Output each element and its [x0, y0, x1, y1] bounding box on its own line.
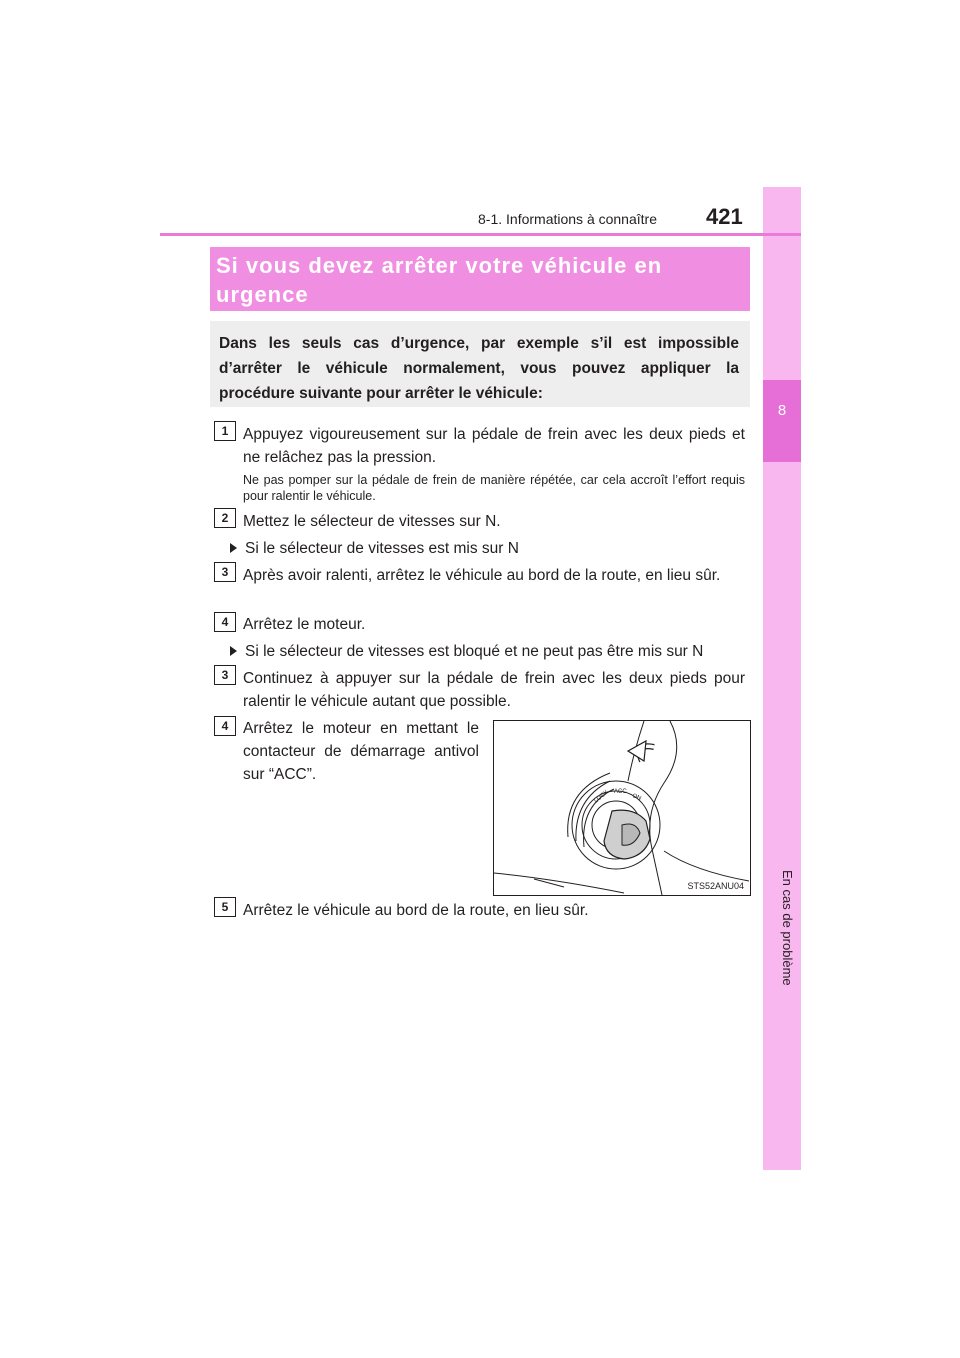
lock-position-label: LOCK — [593, 789, 610, 805]
header-rule — [160, 233, 801, 236]
step-badge: 4 — [214, 612, 236, 632]
step-text: Continuez à appuyer sur la pédale de frein avec les deux pieds pour ralentir le véhicule autant que possible. — [243, 670, 745, 710]
step-text: Appuyez vigoureusement sur la pédale de frein avec les deux pieds et ne relâchez pas la pression. — [243, 426, 745, 466]
section-header: 8-1. Informations à connaître — [478, 211, 657, 227]
step-text: Arrêtez le moteur en mettant le contacteur de démarrage antivol sur “ACC”. — [243, 720, 479, 783]
acc-position-label: ACC — [614, 789, 627, 795]
step-text: Arrêtez le moteur. — [243, 616, 366, 633]
chapter-label: En cas de problème — [780, 870, 795, 986]
ignition-key-illustration — [494, 721, 750, 895]
step-text: Mettez le sélecteur de vitesses sur N. — [243, 513, 501, 530]
ignition-switch-figure — [493, 720, 751, 896]
step-note: Ne pas pomper sur la pédale de frein de manière répétée, car cela accroît l’effort requis pour ralentir le véhicule. — [243, 473, 745, 503]
condition-item — [230, 537, 750, 560]
condition-text: Si le sélecteur de vitesses est mis sur N — [245, 540, 519, 557]
section-title: Si vous devez arrêter votre véhicule en urgence — [210, 247, 750, 311]
figure-code: STS52ANU04 — [687, 881, 744, 891]
triangle-bullet-icon — [230, 543, 237, 553]
condition-text: Si le sélecteur de vitesses est bloqué et ne peut pas être mis sur N — [245, 643, 704, 660]
chapter-number-tab — [763, 380, 801, 462]
step-badge: 5 — [214, 897, 236, 917]
chapter-number: 8 — [777, 402, 787, 419]
page-number: 421 — [706, 204, 743, 229]
condition-item — [230, 640, 750, 663]
step-badge: 2 — [214, 508, 236, 528]
step-badge: 1 — [214, 421, 236, 441]
on-position-label: ON — [631, 793, 642, 802]
step-badge: 4 — [214, 716, 236, 736]
intro-text: Dans les seuls cas d’urgence, par exemple s’il est impossible d’arrêter le véhicule normalement, vous pouvez appliquer la procédure suivante pour arrêter le véhicule: — [210, 321, 750, 407]
step-badge: 3 — [214, 665, 236, 685]
step-text: Arrêtez le véhicule au bord de la route, en lieu sûr. — [243, 902, 589, 919]
chapter-side-tab — [763, 187, 801, 1170]
step-text: Après avoir ralenti, arrêtez le véhicule au bord de la route, en lieu sûr. — [243, 567, 721, 584]
step-badge: 3 — [214, 562, 236, 582]
triangle-bullet-icon — [230, 646, 237, 656]
